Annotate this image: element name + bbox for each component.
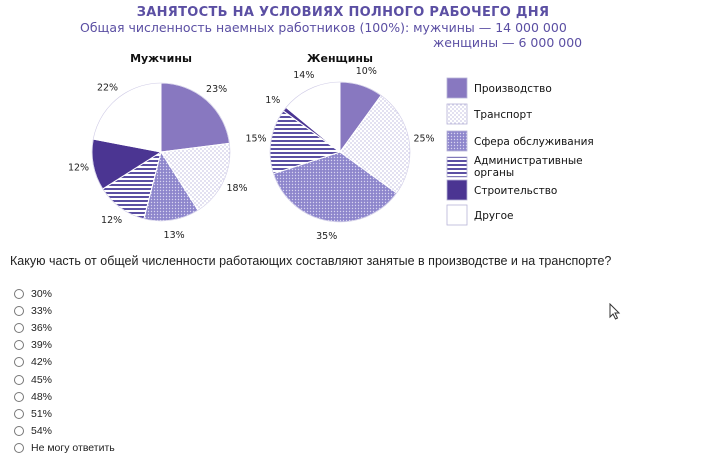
radio-button[interactable] — [14, 357, 24, 367]
option-label: 51% — [31, 407, 53, 420]
option-label: 45% — [31, 373, 53, 386]
option-39[interactable] — [14, 337, 115, 354]
pie-title-women: Женщины — [307, 52, 373, 65]
men-label-other: 22% — [96, 82, 119, 94]
men-label-construction: 12% — [67, 162, 90, 174]
legend-label-construction: Строительство — [474, 185, 558, 197]
radio-button[interactable] — [14, 409, 24, 419]
women-label-services: 35% — [316, 231, 338, 242]
legend-swatch-other — [447, 205, 467, 225]
option-label: 30% — [31, 287, 53, 300]
radio-button[interactable] — [14, 340, 24, 350]
option-36[interactable] — [14, 319, 115, 336]
radio-button[interactable] — [14, 392, 24, 402]
legend-label-administration: Административные — [474, 155, 583, 167]
radio-button[interactable] — [14, 375, 24, 385]
men-label-services: 13% — [163, 230, 185, 241]
chart-subtitle-line2: женщины — 6 000 000 — [433, 35, 583, 50]
legend-swatch-transport — [447, 104, 467, 124]
chart-title: ЗАНЯТОСТЬ НА УСЛОВИЯХ ПОЛНОГО РАБОЧЕГО ДНЯ — [136, 5, 550, 20]
option-label: 36% — [31, 321, 53, 334]
legend-label-production: Производство — [474, 83, 552, 95]
legend-label-services: Сфера обслуживания — [474, 136, 594, 148]
women-label-other: 14% — [293, 70, 315, 82]
men-label-transport: 18% — [226, 182, 248, 194]
women-label-administration: 15% — [245, 133, 267, 145]
radio-button[interactable] — [14, 306, 24, 316]
pie-men — [68, 82, 248, 241]
option-cannot-answer[interactable] — [14, 440, 115, 457]
legend-swatch-administration — [447, 157, 467, 177]
option-51[interactable] — [14, 405, 115, 422]
answer-options — [14, 285, 115, 457]
men-label-production: 23% — [206, 84, 228, 95]
legend-label-administration: органы — [474, 167, 515, 179]
radio-button[interactable] — [14, 443, 24, 453]
radio-button[interactable] — [14, 289, 24, 299]
option-label: Не могу ответить — [31, 442, 115, 455]
women-label-production: 10% — [355, 66, 377, 78]
mouse-cursor-icon — [609, 303, 621, 320]
legend-swatch-construction — [447, 180, 467, 200]
option-48[interactable] — [14, 388, 115, 405]
legend-label-other: Другое — [474, 210, 514, 222]
legend-swatch-production — [447, 78, 467, 98]
pie-women — [245, 66, 434, 242]
legend-swatch-services — [447, 131, 467, 151]
radio-button[interactable] — [14, 426, 24, 436]
men-label-administration: 12% — [101, 215, 123, 226]
legend-label-transport: Транспорт — [474, 109, 533, 121]
option-label: 39% — [31, 339, 53, 352]
option-30[interactable] — [14, 285, 115, 302]
question-text: Какую часть от общей численности работающих составляют занятые в производстве и на транспорте? — [10, 254, 612, 268]
option-42[interactable] — [14, 354, 115, 371]
option-label: 42% — [31, 356, 53, 369]
option-label: 48% — [31, 390, 53, 403]
option-54[interactable] — [14, 423, 115, 440]
pie-title-men: Мужчины — [130, 52, 192, 65]
radio-button[interactable] — [14, 323, 24, 333]
legend — [447, 78, 594, 225]
option-33[interactable] — [14, 302, 115, 319]
women-label-transport: 25% — [413, 133, 435, 145]
women-label-construction: 1% — [265, 94, 281, 106]
option-45[interactable] — [14, 371, 115, 388]
option-label: 54% — [31, 425, 53, 438]
chart-subtitle-line1: Общая численность наемных работников (100%): мужчины — 14 000 000 — [80, 20, 567, 35]
option-label: 33% — [31, 304, 53, 317]
